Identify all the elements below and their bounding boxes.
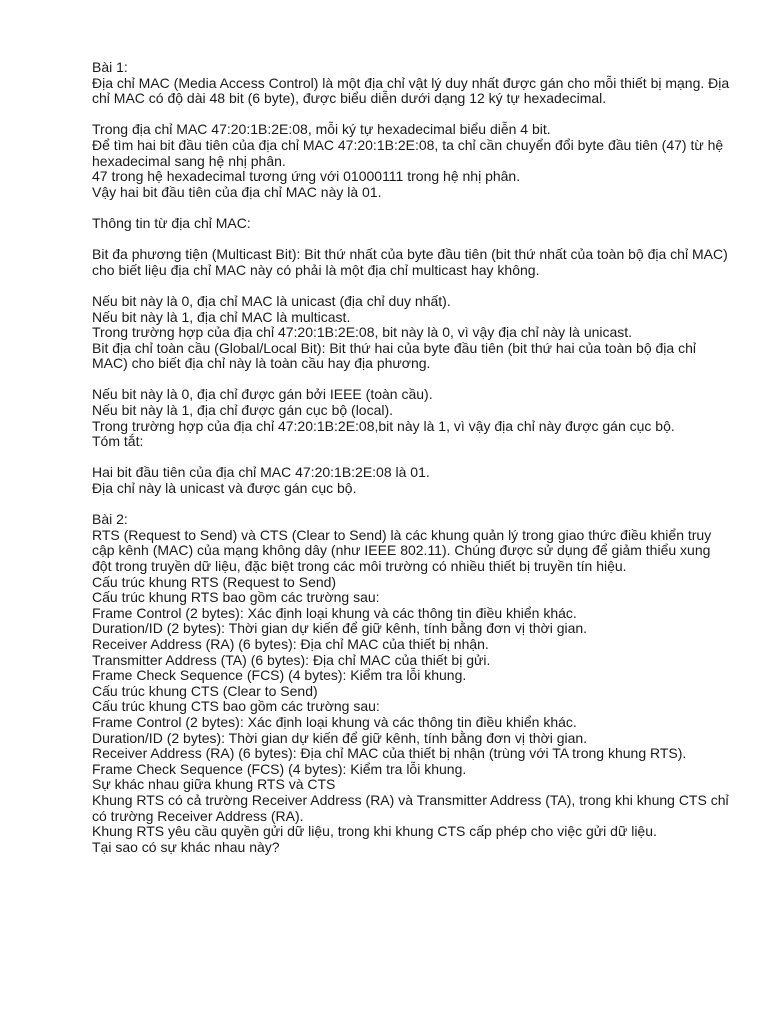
text-line: Duration/ID (2 bytes): Thời gian dự kiến để giữ kênh, tính bằng đơn vị thời gian. bbox=[92, 729, 588, 746]
blank-line bbox=[92, 232, 732, 248]
text-line: Cấu trúc khung RTS (Request to Send) bbox=[92, 573, 337, 590]
text-line: Khung RTS có cả trường Receiver Address (RA) và Transmitter Address (TA), trong khi khung CTS chỉ có trường Receiver Address (RA). bbox=[92, 791, 729, 824]
text-line: Duration/ID (2 bytes): Thời gian dự kiến để giữ kênh, tính bằng đơn vị thời gian. bbox=[92, 620, 588, 637]
blank-line bbox=[92, 372, 732, 388]
text-line: Nếu bit này là 0, địa chỉ MAC là unicast (địa chỉ duy nhất). bbox=[92, 292, 451, 309]
text-line: Bài 1: bbox=[92, 59, 128, 75]
text-line: Bài 2: bbox=[92, 511, 128, 528]
document-body bbox=[92, 60, 732, 855]
text-line: Nếu bit này là 0, địa chỉ được gán bởi IEEE (toàn cầu). bbox=[92, 386, 433, 403]
text-line: Vậy hai bit đầu tiên của địa chỉ MAC này là 01. bbox=[92, 183, 382, 200]
text-line: Sự khác nhau giữa khung RTS và CTS bbox=[92, 776, 336, 793]
text-line: 47 trong hệ hexadecimal tương ứng với 01000111 trong hệ nhị phân. bbox=[92, 168, 521, 185]
text-line: Nếu bit này là 1, địa chỉ được gán cục bộ (local). bbox=[92, 402, 394, 419]
text-line: Frame Check Sequence (FCS) (4 bytes): Kiểm tra lỗi khung. bbox=[92, 667, 467, 684]
text-line: Receiver Address (RA) (6 bytes): Địa chỉ MAC của thiết bị nhận (trùng với TA trong khung RTS). bbox=[92, 745, 687, 762]
text-line: Để tìm hai bit đầu tiên của địa chỉ MAC 47:20:1B:2E:08, ta chỉ cần chuyển đổi byte đầu tiên (47) từ hệ hexadecimal sang hệ nhị phân. bbox=[92, 136, 724, 169]
text-line: Địa chỉ này là unicast và được gán cục bộ. bbox=[92, 480, 357, 497]
blank-line bbox=[92, 107, 732, 123]
text-line: Cấu trúc khung CTS bao gồm các trường sau: bbox=[92, 698, 380, 715]
text-line: Trong trường hợp của địa chỉ 47:20:1B:2E:08, bit này là 0, vì vậy địa chỉ này là unicast. bbox=[92, 324, 633, 341]
text-line: RTS (Request to Send) và CTS (Clear to Send) là các khung quản lý trong giao thức điều khiển truy cập kênh (MAC) của mạng không dây (như IEEE 802.11). Chúng được sử dụng để giảm thiểu xung đột trong truyền dữ liệu, đặc biệt trong các môi trường có nhiều thiết bị truyền tín hiệu. bbox=[92, 526, 712, 574]
text-line: Bit địa chỉ toàn cầu (Global/Local Bit): Bit thứ hai của byte đầu tiên (bit thứ hai của toàn bộ địa chỉ MAC) cho biết địa chỉ này là toàn cầu hay địa phương. bbox=[92, 339, 696, 372]
text-line: Tại sao có sự khác nhau này? bbox=[92, 838, 280, 855]
blank-line bbox=[92, 497, 732, 513]
text-line: Thông tin từ địa chỉ MAC: bbox=[92, 214, 251, 231]
text-line: Transmitter Address (TA) (6 bytes): Địa chỉ MAC của thiết bị gửi. bbox=[92, 651, 491, 668]
text-line: Hai bit đầu tiên của địa chỉ MAC 47:20:1B:2E:08 là 01. bbox=[92, 464, 430, 481]
text-line: Khung RTS yêu cầu quyền gửi dữ liệu, trong khi khung CTS cấp phép cho việc gửi dữ liệu. bbox=[92, 823, 657, 840]
text-line: Địa chỉ MAC (Media Access Control) là một địa chỉ vật lý duy nhất được gán cho mỗi thiết bị mạng. Địa chỉ MAC có độ dài 48 bit (6 byte), được biểu diễn dưới dạng 12 ký tự hexadecimal. bbox=[92, 74, 730, 107]
text-line: Trong địa chỉ MAC 47:20:1B:2E:08, mỗi ký tự hexadecimal biểu diễn 4 bit. bbox=[92, 121, 551, 138]
text-line: Frame Control (2 bytes): Xác định loại khung và các thông tin điều khiển khác. bbox=[92, 604, 577, 621]
text-line: Cấu trúc khung CTS (Clear to Send) bbox=[92, 682, 318, 699]
text-line: Nếu bit này là 1, địa chỉ MAC là multicast. bbox=[92, 308, 351, 325]
text-line: Frame Check Sequence (FCS) (4 bytes): Kiểm tra lỗi khung. bbox=[92, 760, 467, 777]
text-line: Cấu trúc khung RTS bao gồm các trường sau: bbox=[92, 589, 380, 606]
text-line: Trong trường hợp của địa chỉ 47:20:1B:2E:08,bit này là 1, vì vậy địa chỉ này được gán cục bộ. bbox=[92, 417, 675, 434]
blank-line bbox=[92, 278, 732, 294]
text-line: Tóm tắt: bbox=[92, 433, 144, 450]
text-line: Frame Control (2 bytes): Xác định loại khung và các thông tin điều khiển khác. bbox=[92, 713, 577, 730]
text-line: Bit đa phương tiện (Multicast Bit): Bit thứ nhất của byte đầu tiên (bit thứ nhất của toàn bộ địa chỉ MAC) cho biết liệu địa chỉ MAC này có phải là một địa chỉ multicast hay không. bbox=[92, 246, 728, 278]
blank-line bbox=[92, 200, 732, 216]
blank-line bbox=[92, 450, 732, 466]
text-line: Receiver Address (RA) (6 bytes): Địa chỉ MAC của thiết bị nhận. bbox=[92, 635, 489, 652]
